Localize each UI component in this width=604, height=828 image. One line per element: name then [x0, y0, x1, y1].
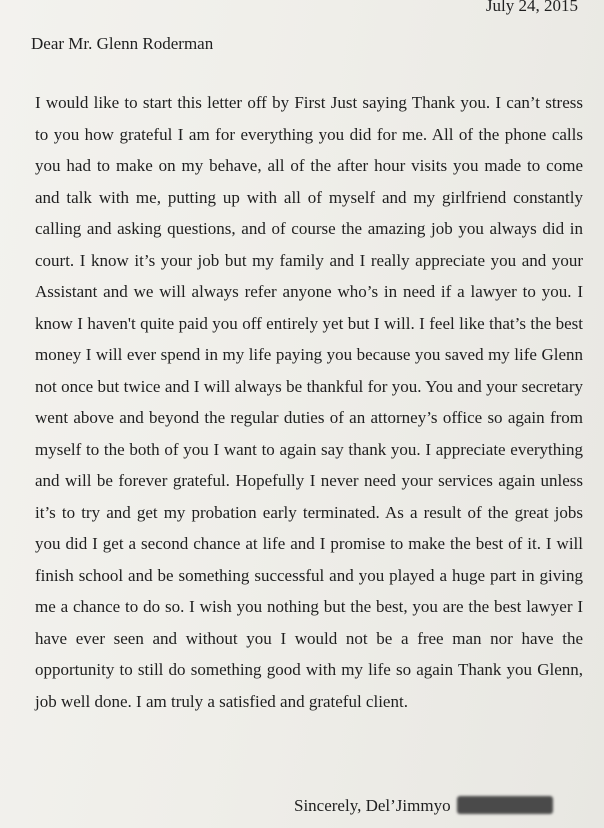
- letter-date: July 24, 2015: [485, 0, 578, 15]
- salutation: Dear Mr. Glenn Roderman: [31, 34, 214, 53]
- letter-body: I would like to start this letter off by First Just saying Thank you. I can’t stress to you how grateful I am for everything you did for me. All of the phone calls you had to make on my behave, all of the after hour visits you made to come and talk with me, putting up with all of myself and my girlfriend constantly calling and asking questions, and of course the amazing job you always did in court. I know it’s your job but my family and I really appreciate you and your Assistant and we will always refer anyone who’s in need if a lawyer to you. I know I haven't quite paid you off entirely yet but I will. I feel like that’s the best money I will ever spend in my life paying you because you saved my life Glenn not once but twice and I will always be thankful for you. You and your secretary went above and beyond the regular duties of an attorney’s office so again from myself to the both of you I want to again say thank you. I appreciate everything and will be forever grateful. Hopefully I never need your services again unless it’s to try and get my probation early terminated. As a result of the great jobs you did I get a second chance at life and I promise to make the best of it. I will finish school and be something successful and you played a huge part in giving me a chance to do so. I wish you nothing but the best, you are the best lawyer I have ever seen and without you I would not be a free man nor have the opportunity to still do something good with my life so again Thank you Glenn, job well done. I am truly a satisfied and grateful client.: [35, 93, 583, 711]
- redacted-surname: [457, 796, 553, 814]
- closing-signature: [294, 796, 553, 816]
- closing-text: Sincerely, Del’Jimmyo: [294, 796, 451, 815]
